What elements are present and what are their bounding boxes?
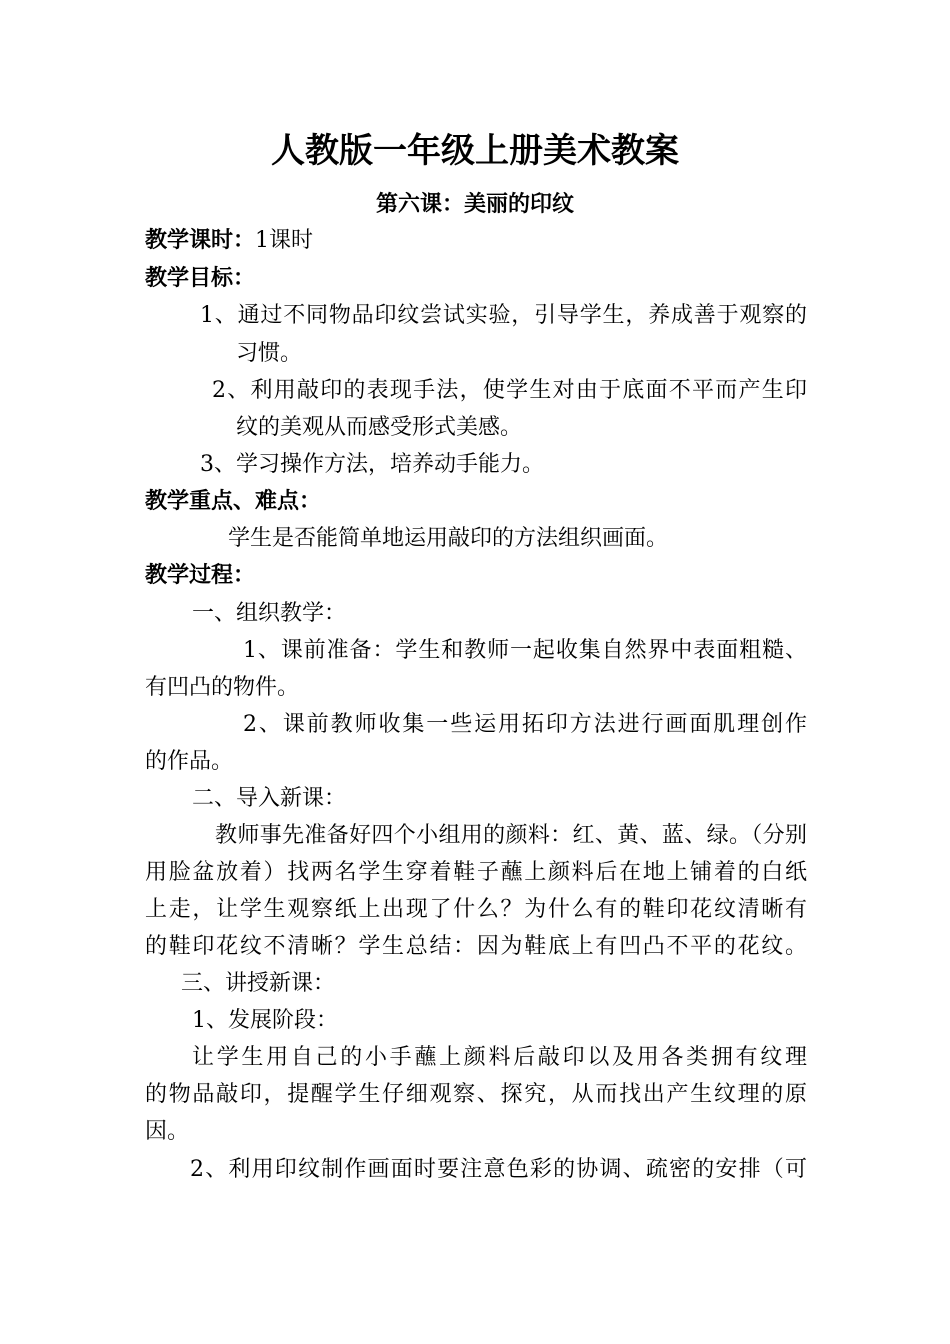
process-heading: 教学过程： xyxy=(145,563,256,588)
document-title: 人教版一年级上册美术教案 xyxy=(271,131,679,171)
goal-2-line-2: 纹的美观从而感受形式美感。 xyxy=(236,415,523,440)
section-1-item-2-line-2: 的作品。 xyxy=(145,749,234,774)
section-2-paragraph-text-2: 用脸盆放着）找两名学生穿着鞋子蘸上颜料后在地上铺着的白纸 xyxy=(145,860,807,885)
section-3-sub-1-heading: 1、发展阶段： xyxy=(192,1008,338,1033)
goal-2-line-1 xyxy=(212,376,807,406)
section-1-item-2-text-1: 2、课前教师收集一些运用拓印方法进行画面肌理创作 xyxy=(243,712,807,737)
teaching-hours-label: 教学课时： xyxy=(145,228,256,253)
goal-3-line-1: 3、学习操作方法，培养动手能力。 xyxy=(200,452,544,477)
section-1-item-1-text-1: 1、课前准备：学生和教师一起收集自然界中表面粗糙、 xyxy=(243,638,807,663)
teaching-hours xyxy=(145,226,313,256)
section-2-paragraph-line-2 xyxy=(145,858,807,888)
goal-2-text-1: 2、利用敲印的表现手法，使学生对由于底面不平而产生印 xyxy=(212,378,807,403)
section-3-sub-1-line-2 xyxy=(145,1080,807,1110)
section-3-sub-2-line-1 xyxy=(190,1155,807,1185)
section-2-paragraph-line-3 xyxy=(145,895,807,925)
section-2-heading: 二、导入新课： xyxy=(192,786,347,811)
key-text: 学生是否能简单地运用敲印的方法组织画面。 xyxy=(228,526,669,551)
section-1-item-1-line-1 xyxy=(243,636,807,666)
section-2-paragraph-text-1: 教师事先准备好四个小组用的颜料：红、黄、蓝、绿。（分别 xyxy=(215,823,807,848)
section-3-sub-1-line-3: 因。 xyxy=(145,1119,190,1144)
goal-1-line-2: 习惯。 xyxy=(236,341,303,366)
section-2-paragraph-text-3: 上走，让学生观察纸上出现了什么？为什么有的鞋印花纹清晰有 xyxy=(145,897,807,922)
section-1-item-1-line-2: 有凹凸的物件。 xyxy=(145,675,300,700)
section-2-paragraph-text-4: 的鞋印花纹不清晰？学生总结：因为鞋底上有凹凸不平的花纹。 xyxy=(145,934,807,959)
goal-1-line-1 xyxy=(200,301,807,331)
goal-1-text-1: 1、通过不同物品印纹尝试实验，引导学生，养成善于观察的 xyxy=(200,303,807,328)
section-3-heading: 三、讲授新课： xyxy=(181,971,336,996)
section-3-sub-2-text-1: 2、利用印纹制作画面时要注意色彩的协调、疏密的安排（可 xyxy=(190,1157,807,1182)
section-1-item-2-line-1 xyxy=(243,710,807,740)
section-1-heading: 一、组织教学： xyxy=(192,601,347,626)
section-2-paragraph-line-1 xyxy=(215,821,807,851)
teaching-hours-value: 1课时 xyxy=(255,228,314,253)
section-2-paragraph-line-4 xyxy=(145,932,807,962)
goals-heading: 教学目标： xyxy=(145,266,256,291)
section-3-sub-1-text-2: 的物品敲印，提醒学生仔细观察、探究，从而找出产生纹理的原 xyxy=(145,1082,807,1107)
lesson-subtitle: 第六课：美丽的印纹 xyxy=(375,192,574,217)
section-3-sub-1-text-1: 让学生用自己的小手蘸上颜料后敲印以及用各类拥有纹理 xyxy=(192,1045,807,1070)
key-heading: 教学重点、难点： xyxy=(145,489,322,514)
section-3-sub-1-line-1 xyxy=(192,1043,807,1073)
